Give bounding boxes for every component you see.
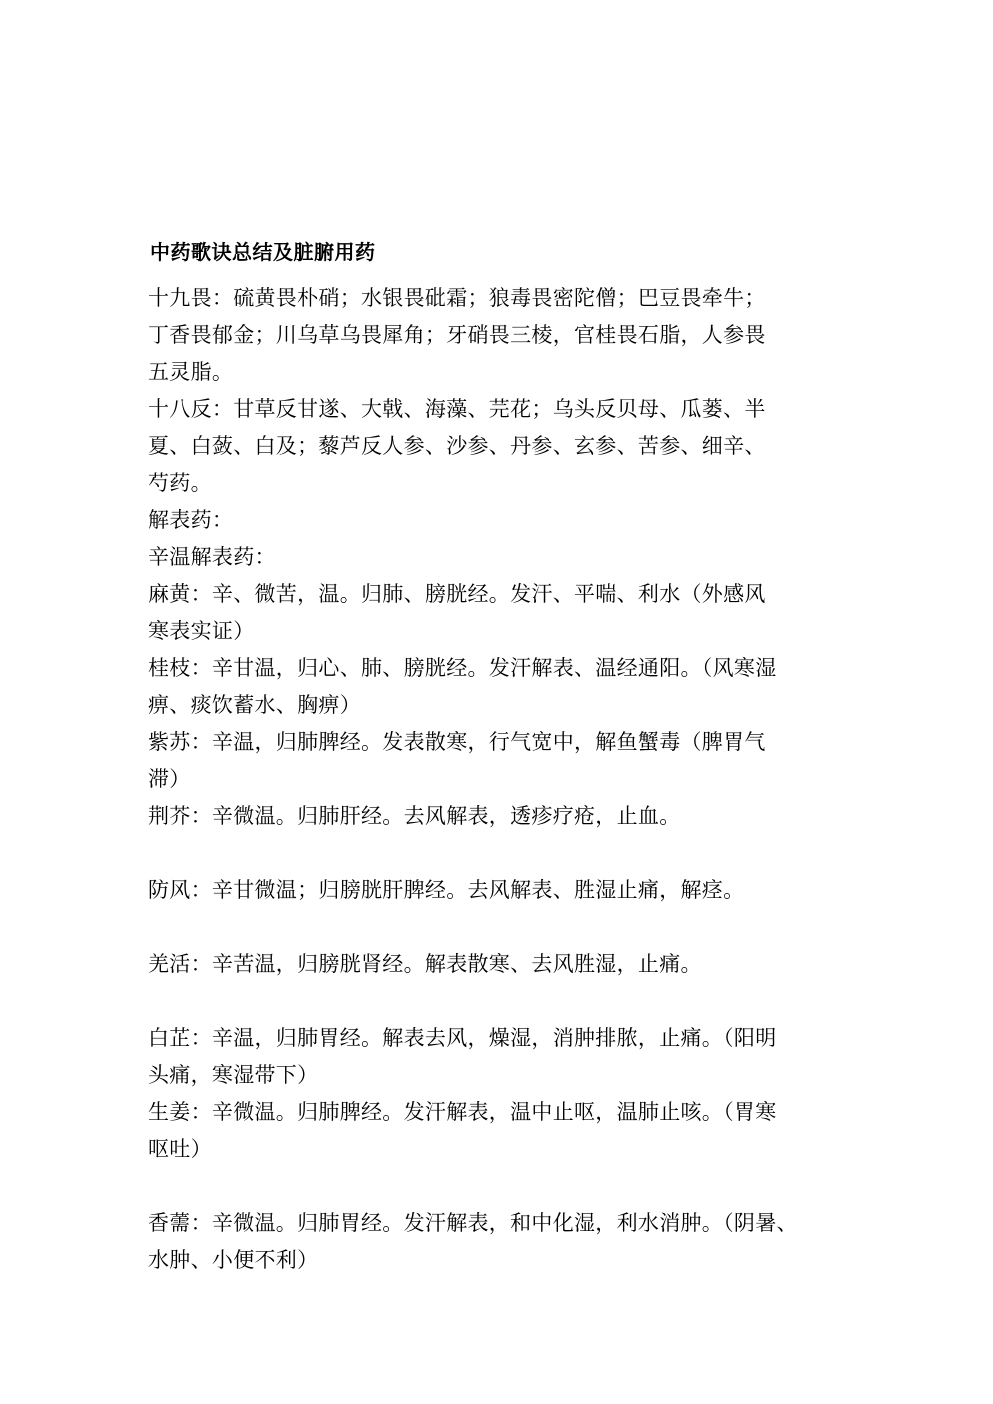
text-line: 头痛，寒湿带下） bbox=[148, 1063, 319, 1087]
text-line: 羌活：辛苦温，归膀胱肾经。解表散寒、去风胜湿，止痛。 bbox=[148, 952, 702, 976]
text-line: 桂枝：辛甘温，归心、肺、膀胱经。发汗解表、温经通阳。（风寒湿 bbox=[148, 656, 777, 680]
text-line: 芍药。 bbox=[148, 471, 212, 495]
text-line: 滞） bbox=[148, 767, 191, 791]
text-line: 荆芥：辛微温。归肺肝经。去风解表，透疹疗疮，止血。 bbox=[148, 804, 681, 828]
text-line: 十八反：甘草反甘遂、大戟、海藻、芫花；乌头反贝母、瓜蒌、半 bbox=[148, 397, 766, 421]
document-title: 中药歌诀总结及脏腑用药 bbox=[150, 240, 376, 264]
text-line: 寒表实证） bbox=[148, 619, 255, 643]
text-line: 防风：辛甘微温；归膀胱肝脾经。去风解表、胜湿止痛，解痉。 bbox=[148, 878, 745, 902]
text-line: 五灵脂。 bbox=[148, 360, 234, 384]
blank-line bbox=[148, 1168, 858, 1205]
text-line: 水肿、小便不利） bbox=[148, 1248, 319, 1272]
text-line: 辛温解表药： bbox=[148, 545, 276, 569]
text-line: 丁香畏郁金；川乌草乌畏犀角；牙硝畏三棱，官桂畏石脂，人参畏 bbox=[148, 323, 766, 347]
blank-line bbox=[148, 835, 858, 872]
text-line: 麻黄：辛、微苦，温。归肺、膀胱经。发汗、平喘、利水（外感风 bbox=[148, 582, 766, 606]
text-line: 十九畏：硫黄畏朴硝；水银畏砒霜；狼毒畏密陀僧；巴豆畏牵牛； bbox=[148, 286, 766, 310]
document-body bbox=[148, 280, 858, 1279]
text-line: 痹、痰饮蓄水、胸痹） bbox=[148, 693, 361, 717]
text-line: 香薷：辛微温。归肺胃经。发汗解表，和中化湿，利水消肿。（阴暑、 bbox=[148, 1211, 798, 1235]
text-line: 紫苏：辛温，归肺脾经。发表散寒，行气宽中，解鱼蟹毒（脾胃气 bbox=[148, 730, 766, 754]
text-line: 生姜：辛微温。归肺脾经。发汗解表，温中止呕，温肺止咳。（胃寒 bbox=[148, 1100, 777, 1124]
blank-line bbox=[148, 909, 858, 946]
text-line: 白芷：辛温，归肺胃经。解表去风，燥湿，消肿排脓，止痛。（阳明 bbox=[148, 1026, 777, 1050]
text-line: 夏、白蔹、白及；藜芦反人参、沙参、丹参、玄参、苦参、细辛、 bbox=[148, 434, 766, 458]
text-line: 呕吐） bbox=[148, 1137, 212, 1161]
blank-line bbox=[148, 983, 858, 1020]
text-line: 解表药： bbox=[148, 508, 234, 532]
